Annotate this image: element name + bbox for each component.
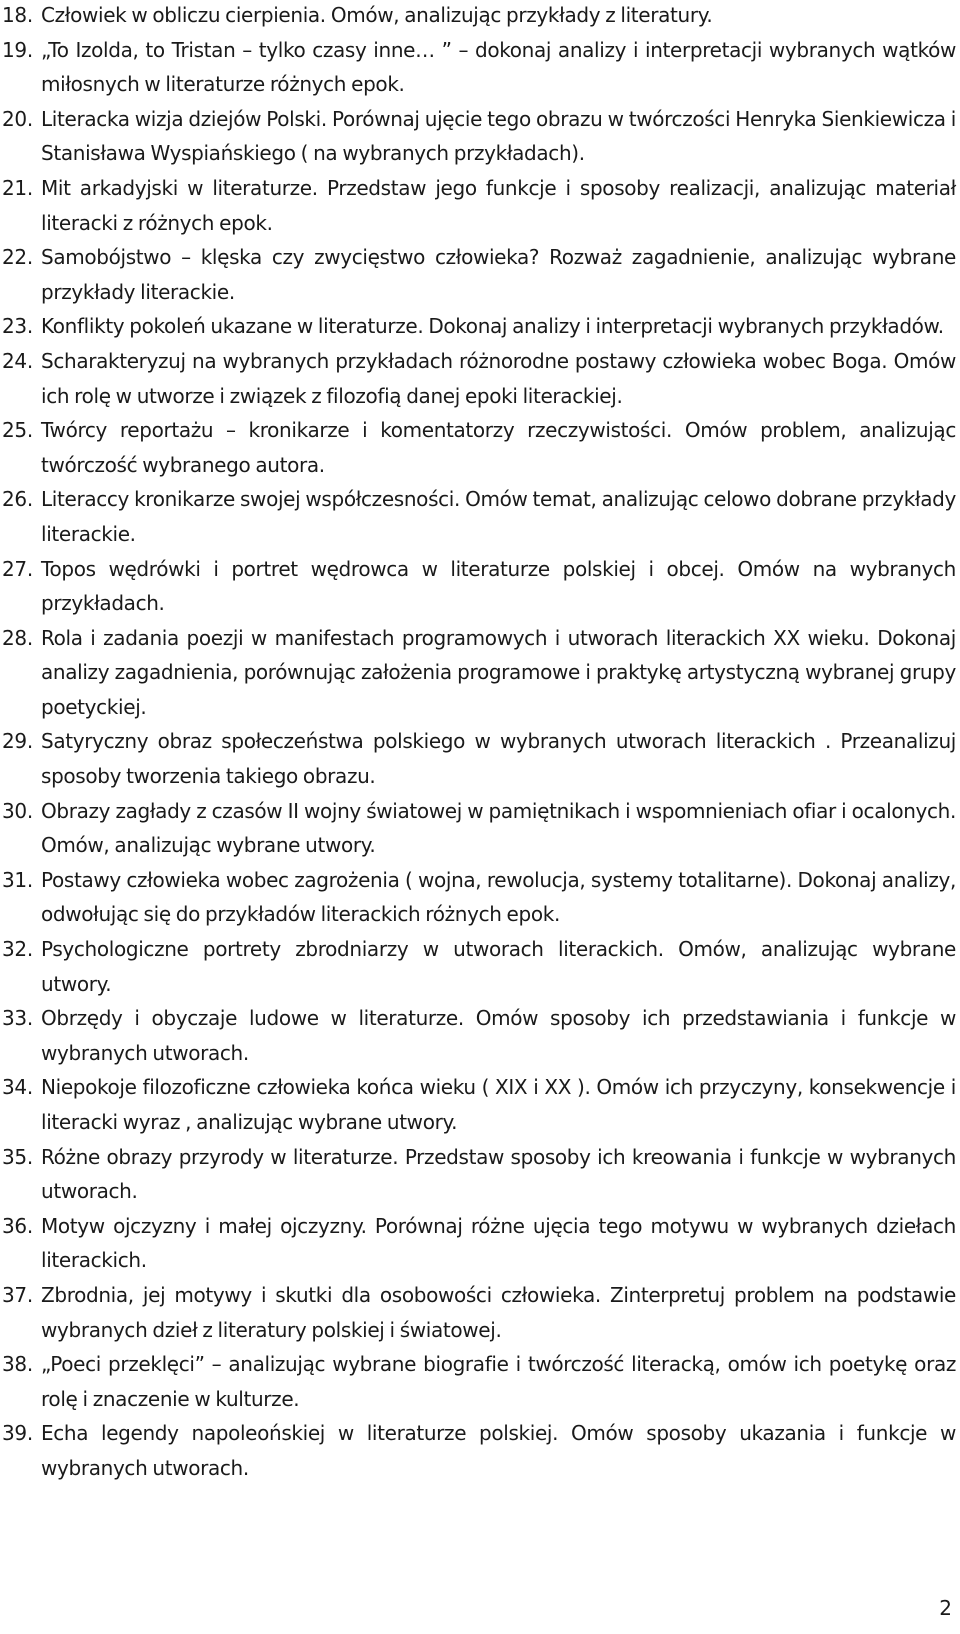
topic-text: Rola i zadania poezji w manifestach programowych i utworach literackich XX wieku. Dokonaj analizy zagadnienia, porównując założenia programowe i praktykę artystyczną wybranej grupy poetyckiej. xyxy=(41,625,956,719)
topic-number: 33. xyxy=(2,1006,33,1031)
list-item xyxy=(2,102,956,171)
list-item xyxy=(2,863,956,932)
topic-number: 18. xyxy=(2,3,33,27)
topic-text: Scharakteryzuj na wybranych przykładach różnorodne postawy człowieka wobec Boga. Omów ich rolę w utworze i związek z filozofią danej epoki literackiej. xyxy=(41,348,956,408)
topic-number: 37. xyxy=(2,1282,33,1307)
topic-text: Satyryczny obraz społeczeństwa polskiego w wybranych utworach literackich . Przeanalizuj sposoby tworzenia takiego obrazu. xyxy=(41,729,956,789)
topic-text: Konflikty pokoleń ukazane w literaturze. Dokonaj analizy i interpretacji wybranych przykładów. xyxy=(41,314,944,339)
list-item xyxy=(2,552,956,621)
list-item xyxy=(2,0,956,33)
topic-number: 25. xyxy=(2,418,33,443)
topic-number: 19. xyxy=(2,37,33,62)
topic-number: 32. xyxy=(2,937,33,962)
list-item xyxy=(2,413,956,482)
topic-number: 36. xyxy=(2,1213,33,1238)
list-item xyxy=(2,344,956,413)
list-item xyxy=(2,1278,956,1347)
list-item xyxy=(2,482,956,551)
list-item xyxy=(2,621,956,725)
topic-number: 39. xyxy=(2,1421,33,1446)
topic-list xyxy=(2,0,956,1486)
topic-text: „Poeci przeklęci” – analizując wybrane biografie i twórczość literacką, omów ich poetykę oraz rolę i znaczenie w kulturze. xyxy=(41,1352,956,1411)
topic-number: 30. xyxy=(2,798,33,823)
topic-text: Literaccy kronikarze swojej współczesności. Omów temat, analizując celowo dobrane przykłady literackie. xyxy=(41,487,956,546)
list-item xyxy=(2,1416,956,1485)
topic-number: 38. xyxy=(2,1352,33,1377)
topic-text: Twórcy reportażu – kronikarze i komentatorzy rzeczywistości. Omów problem, analizując twórczość wybranego autora. xyxy=(41,418,956,477)
topic-text: Niepokoje filozoficzne człowieka końca wieku ( XIX i XX ). Omów ich przyczyny, konsekwencje i literacki wyraz , analizując wybrane utwory. xyxy=(41,1075,956,1134)
topic-text: Literacka wizja dziejów Polski. Porównaj ujęcie tego obrazu w twórczości Henryka Sienkiewicza i Stanisława Wyspiańskiego ( na wybranych przykładach). xyxy=(41,106,956,166)
page-number: 2 xyxy=(939,1596,952,1620)
topic-text: Samobójstwo – klęska czy zwycięstwo człowieka? Rozważ zagadnienie, analizując wybrane przykłady literackie. xyxy=(41,245,956,304)
topic-text: Postawy człowieka wobec zagrożenia ( wojna, rewolucja, systemy totalitarne). Dokonaj analizy, odwołując się do przykładów literackich różnych epok. xyxy=(41,867,956,927)
topic-number: 24. xyxy=(2,348,33,373)
list-item xyxy=(2,171,956,240)
topic-text: Zbrodnia, jej motywy i skutki dla osobowości człowieka. Zinterpretuj problem na podstawie wybranych dzieł z literatury polskiej i światowej. xyxy=(41,1282,956,1342)
list-item xyxy=(2,794,956,863)
list-item xyxy=(2,1140,956,1209)
topic-number: 20. xyxy=(2,106,33,131)
list-item xyxy=(2,1070,956,1139)
topic-number: 23. xyxy=(2,314,33,339)
topic-text: Psychologiczne portrety zbrodniarzy w utworach literackich. Omów, analizując wybrane utwory. xyxy=(41,937,956,996)
topic-text: Różne obrazy przyrody w literaturze. Przedstaw sposoby ich kreowania i funkcje w wybranych utworach. xyxy=(41,1144,956,1204)
topic-number: 31. xyxy=(2,867,33,892)
list-item xyxy=(2,309,956,344)
list-item xyxy=(2,932,956,1001)
topic-number: 28. xyxy=(2,625,33,650)
topic-text: Obrazy zagłady z czasów II wojny światowej w pamiętnikach i wspomnieniach ofiar i ocalonych. Omów, analizując wybrane utwory. xyxy=(41,798,956,858)
topic-number: 26. xyxy=(2,487,33,512)
topic-text: Echa legendy napoleońskiej w literaturze polskiej. Omów sposoby ukazania i funkcje w wybranych utworach. xyxy=(41,1421,956,1480)
list-item xyxy=(2,1001,956,1070)
topic-number: 21. xyxy=(2,175,33,200)
list-item xyxy=(2,1209,956,1278)
topic-number: 22. xyxy=(2,245,33,270)
topic-number: 29. xyxy=(2,729,33,754)
topic-number: 35. xyxy=(2,1144,33,1169)
topic-text: Obrzędy i obyczaje ludowe w literaturze. Omów sposoby ich przedstawiania i funkcje w wybranych utworach. xyxy=(41,1006,956,1065)
list-item xyxy=(2,240,956,309)
list-item xyxy=(2,33,956,102)
topic-text: „To Izolda, to Tristan – tylko czasy inne… ” – dokonaj analizy i interpretacji wybranych wątków miłosnych w literaturze różnych epok. xyxy=(41,37,956,97)
topic-text: Mit arkadyjski w literaturze. Przedstaw jego funkcje i sposoby realizacji, analizując materiał literacki z różnych epok. xyxy=(41,175,956,235)
topic-number: 27. xyxy=(2,556,33,581)
topic-text: Człowiek w obliczu cierpienia. Omów, analizując przykłady z literatury. xyxy=(41,3,713,27)
topic-text: Topos wędrówki i portret wędrowca w literaturze polskiej i obcej. Omów na wybranych przykładach. xyxy=(41,556,956,616)
topic-number: 34. xyxy=(2,1075,33,1100)
list-item xyxy=(2,1347,956,1416)
list-item xyxy=(2,724,956,793)
topic-text: Motyw ojczyzny i małej ojczyzny. Porównaj różne ujęcia tego motywu w wybranych dziełach literackich. xyxy=(41,1213,956,1273)
